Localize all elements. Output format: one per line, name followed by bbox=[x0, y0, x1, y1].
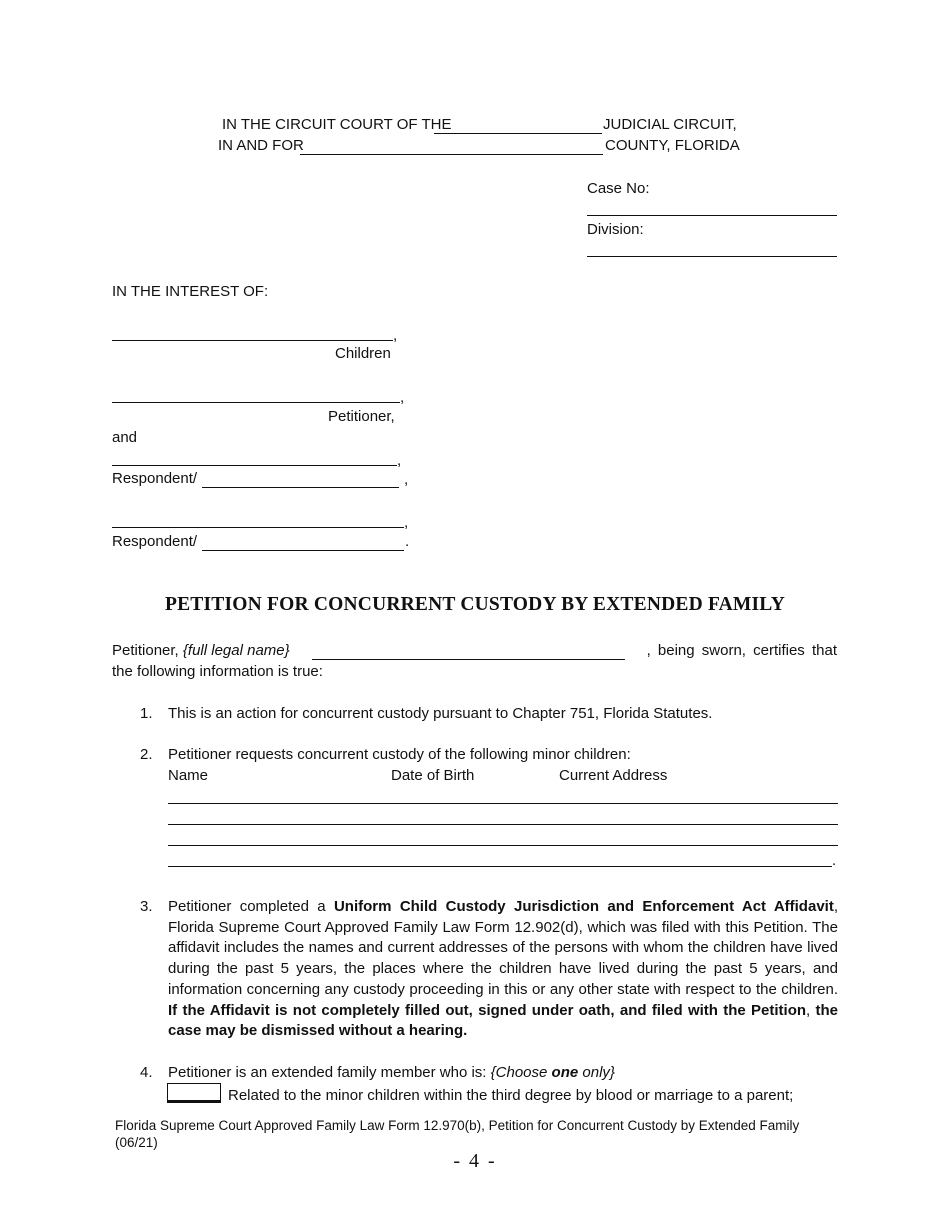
petitioner-full-name-blank[interactable] bbox=[312, 659, 625, 660]
respondent-2-comma: , bbox=[404, 514, 409, 531]
and-label: and bbox=[112, 429, 138, 446]
item-1-text: This is an action for concurrent custody pursuant to Chapter 751, Florida Statutes. bbox=[168, 705, 713, 722]
column-header-address: Current Address bbox=[559, 767, 668, 784]
respondent-1-relation-blank[interactable] bbox=[202, 487, 399, 488]
respondent-2-relation-blank[interactable] bbox=[202, 550, 404, 551]
document-title: PETITION FOR CONCURRENT CUSTODY BY EXTENDED FAMILY bbox=[164, 594, 785, 615]
respondent-1-comma-2: , bbox=[404, 471, 409, 488]
item-3-number: 3. bbox=[140, 898, 153, 915]
respondent-2-name-blank[interactable] bbox=[112, 527, 404, 528]
division-blank[interactable] bbox=[587, 256, 837, 257]
item-4-number: 4. bbox=[140, 1064, 153, 1081]
intro-line-2: the following information is true: bbox=[112, 663, 323, 680]
children-label: Children bbox=[335, 345, 391, 362]
respondent-1-label: Respondent/ bbox=[112, 470, 198, 487]
item-4-text bbox=[168, 1064, 615, 1082]
item-3-text-a: Petitioner completed a bbox=[168, 898, 334, 915]
item-3-paragraph bbox=[168, 897, 838, 1042]
judicial-circuit-blank[interactable] bbox=[434, 133, 602, 134]
ucc-affidavit-title: Uniform Child Custody Jurisdiction and Enforcement Act Affidavit bbox=[333, 898, 834, 915]
item-4-hint-b: only} bbox=[578, 1064, 615, 1081]
item-2-number: 2. bbox=[140, 746, 153, 763]
option-1-label: Related to the minor children within the third degree by blood or marriage to a parent; bbox=[228, 1087, 794, 1104]
children-name-blank[interactable] bbox=[112, 340, 393, 341]
page-number: - 4 - bbox=[453, 1150, 497, 1172]
child-row-blank-1[interactable] bbox=[168, 803, 838, 804]
intro-italic-hint: {full legal name} bbox=[182, 642, 290, 659]
court-line-1-prefix: IN THE CIRCUIT COURT OF THE bbox=[222, 116, 452, 133]
intro-suffix: , being sworn, certifies that bbox=[646, 642, 837, 659]
respondent-2-label: Respondent/ bbox=[112, 533, 198, 550]
item-4-hint-bold: one bbox=[551, 1064, 579, 1081]
child-row-blank-4[interactable] bbox=[168, 866, 832, 867]
item-4-hint-a: {Choose bbox=[490, 1064, 552, 1081]
division-label: Division: bbox=[587, 221, 644, 238]
children-comma: , bbox=[393, 327, 398, 344]
case-no-label: Case No: bbox=[587, 180, 650, 197]
intro-prefix bbox=[112, 642, 290, 660]
county-blank[interactable] bbox=[300, 154, 603, 155]
court-line-2-suffix: COUNTY, FLORIDA bbox=[605, 137, 740, 154]
item-3-warning-a: If the Affidavit is not completely filled out, signed under oath, and filed with the Petition bbox=[168, 1001, 807, 1019]
respondent-2-period: . bbox=[405, 533, 410, 550]
item-4-prefix: Petitioner is an extended family member who is: bbox=[168, 1064, 491, 1081]
form-footer: Florida Supreme Court Approved Family Law Form 12.970(b), Petition for Concurrent Custody by Extended Family (06/21) bbox=[115, 1118, 800, 1150]
petitioner-label: Petitioner, bbox=[328, 408, 395, 425]
item-2-text: Petitioner requests concurrent custody of the following minor children: bbox=[168, 746, 631, 763]
option-1-checkbox[interactable] bbox=[167, 1083, 221, 1103]
intro-prefix-text: Petitioner, bbox=[112, 642, 183, 659]
item-1-number: 1. bbox=[140, 705, 153, 722]
item-3-text-e: , bbox=[806, 1001, 816, 1019]
item-3-warning-b: the case may be dismissed without a hearing. bbox=[168, 1001, 838, 1040]
petitioner-comma: , bbox=[400, 389, 405, 406]
interest-label: IN THE INTEREST OF: bbox=[112, 283, 269, 300]
column-header-name: Name bbox=[168, 767, 209, 784]
respondent-1-name-blank[interactable] bbox=[112, 465, 397, 466]
respondent-1-comma: , bbox=[397, 452, 402, 469]
court-line-1-suffix: JUDICIAL CIRCUIT, bbox=[603, 116, 737, 133]
child-row-blank-2[interactable] bbox=[168, 824, 838, 825]
child-rows-period: . bbox=[832, 852, 837, 869]
child-row-blank-3[interactable] bbox=[168, 845, 838, 846]
case-no-blank[interactable] bbox=[587, 215, 837, 216]
court-line-2-prefix: IN AND FOR bbox=[218, 137, 304, 154]
petitioner-name-blank[interactable] bbox=[112, 402, 400, 403]
column-header-dob: Date of Birth bbox=[391, 767, 475, 784]
item-3-text-c: , Florida Supreme Court Approved Family Law Form 12.902(d), which was filed with this Petition. The affidavit includes the names and current addresses of the persons with whom the children have lived during the past 5 years, the places where the children have lived during the past 5 years, and information concerning any custody proceeding in this or any other state with respect to the children. bbox=[168, 898, 838, 998]
